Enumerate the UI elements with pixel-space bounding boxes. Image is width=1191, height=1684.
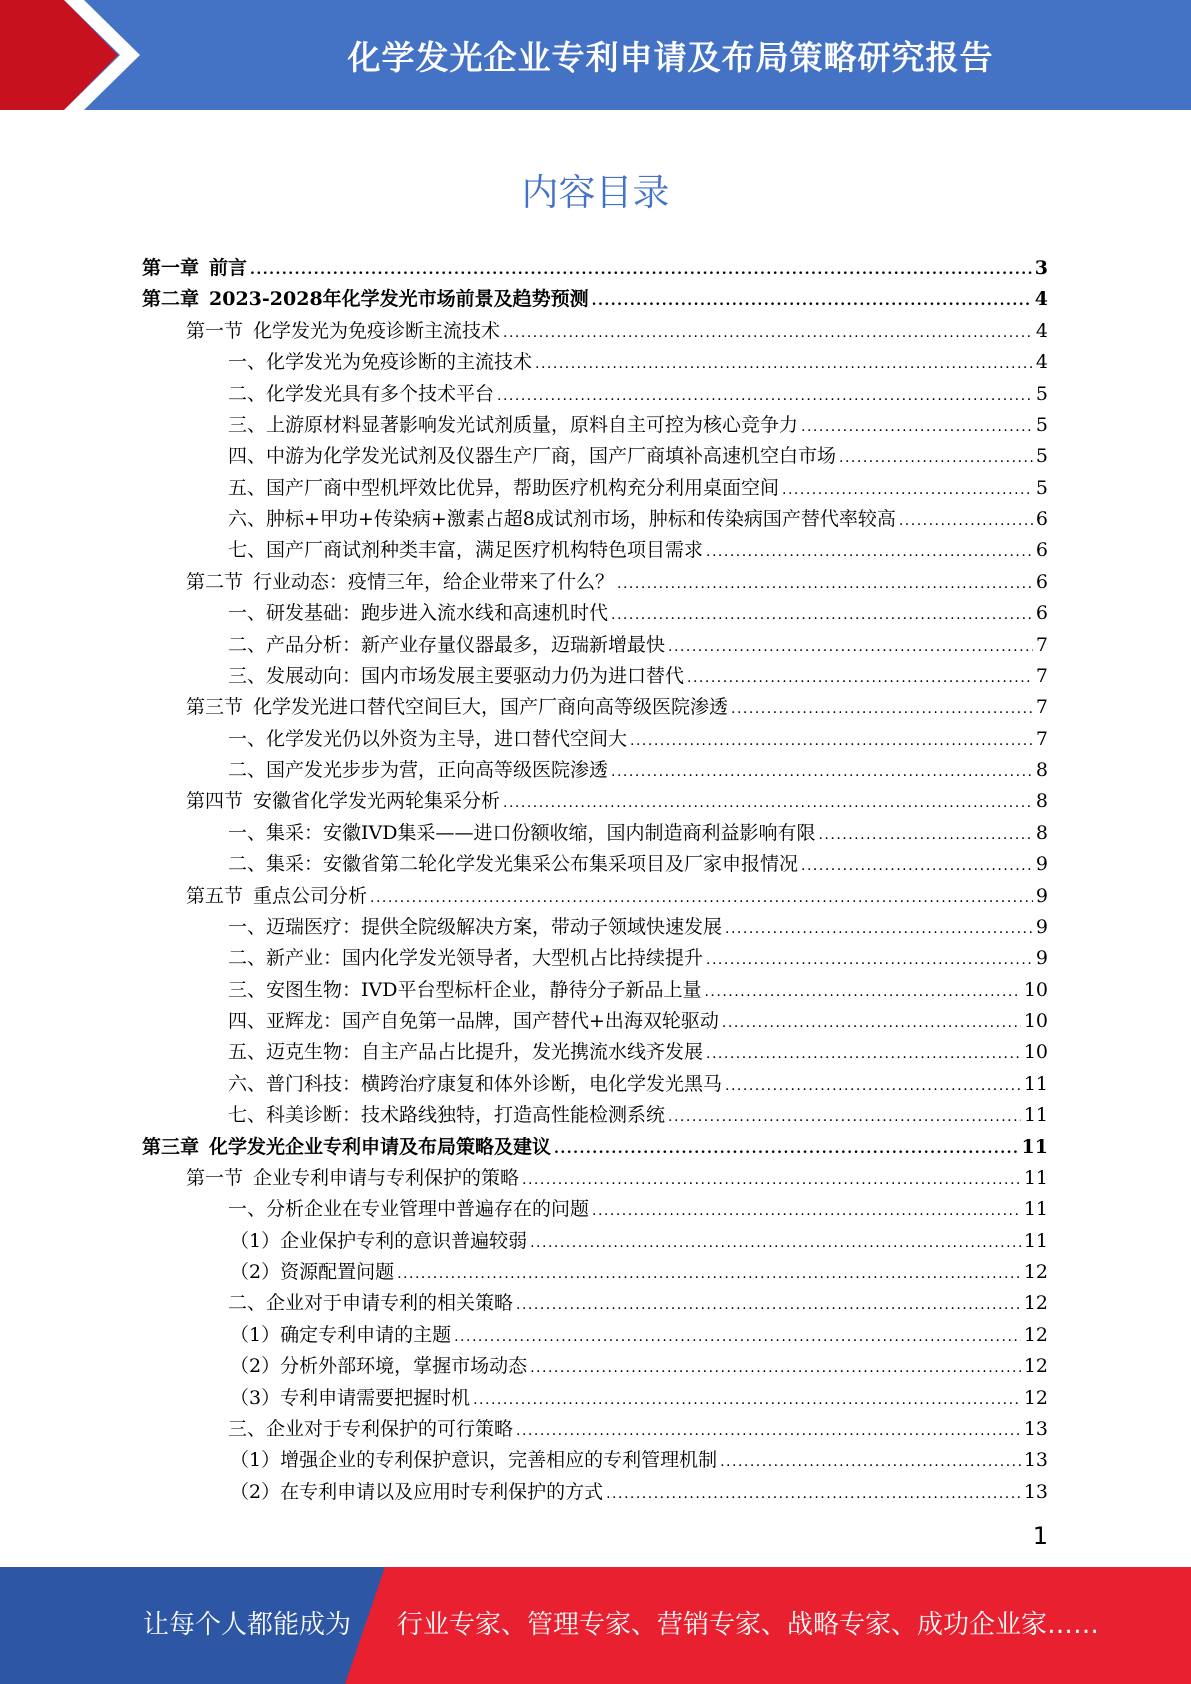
toc-dot-leader: [839, 443, 1033, 474]
toc-entry-page: 11: [1023, 1198, 1048, 1221]
toc-entry[interactable]: [142, 692, 1048, 723]
toc-entry[interactable]: [142, 912, 1048, 943]
toc-entry-page: 8: [1035, 821, 1048, 844]
toc-entry[interactable]: [142, 818, 1048, 849]
toc-entry-page: 13: [1023, 1417, 1048, 1440]
toc-entry-label: [228, 1414, 513, 1445]
toc-entry-text: 四、亚辉龙：国产自免第一品牌，国产替代+出海双轮驱动: [228, 1010, 719, 1032]
toc-entry-text: 三、发展动向：国内市场发展主要驱动力仍为进口替代: [228, 664, 685, 687]
toc-entry-label: [142, 253, 247, 284]
toc-entry[interactable]: [142, 1445, 1048, 1476]
toc-dot-leader: [522, 1165, 1021, 1196]
toc-entry-text: （1）企业保护专利的意识普遍较弱: [230, 1229, 528, 1252]
toc-entry-number: 第五节: [186, 884, 244, 907]
toc-entry[interactable]: [142, 253, 1048, 284]
toc-entry-text: 前言: [209, 257, 248, 279]
toc-entry[interactable]: [142, 849, 1048, 880]
toc-entry-label: [186, 881, 367, 912]
toc-dot-leader: [592, 1196, 1021, 1227]
toc-entry-page: 4: [1035, 319, 1048, 342]
toc-dot-leader: [801, 412, 1033, 443]
toc-entry-label: [228, 975, 701, 1006]
toc-entry[interactable]: [142, 881, 1048, 912]
toc-entry-label: [228, 661, 684, 692]
toc-entry-text: 二、集采：安徽省第二轮化学发光集采公布集采项目及厂家申报情况: [228, 853, 799, 876]
toc-entry-text: 安徽省化学发光两轮集采分析: [253, 790, 501, 813]
toc-entry[interactable]: [142, 567, 1048, 598]
header-banner: [0, 0, 1191, 110]
toc-entry[interactable]: [142, 1288, 1048, 1319]
toc-entry-label: [228, 849, 798, 880]
toc-entry[interactable]: [142, 1132, 1048, 1163]
toc-dot-leader: [687, 663, 1033, 694]
toc-entry-label: [228, 818, 815, 849]
toc-dot-leader: [370, 883, 1033, 914]
toc-entry-text: （3）专利申请需要把握时机: [230, 1386, 471, 1409]
toc-entry-text: 二、新产业：国内化学发光领导者，大型机占比持续提升: [228, 947, 704, 970]
toc-entry-page: 3: [1034, 257, 1048, 279]
toc-entry-text: 四、中游为化学发光试剂及仪器生产厂商，国产厂商填补高速机空白市场: [228, 445, 837, 468]
toc-entry[interactable]: [142, 379, 1048, 410]
toc-entry-text: 化学发光企业专利申请及布局策略及建议: [209, 1135, 552, 1158]
toc-heading: 内容目录: [521, 171, 670, 214]
toc-dot-leader: [497, 381, 1033, 412]
toc-entry-text: （2）分析外部环境，掌握市场动态: [230, 1355, 528, 1378]
toc-entry-label: [230, 1226, 527, 1257]
toc-dot-leader: [611, 600, 1033, 631]
toc-entry-page: 5: [1035, 476, 1048, 499]
toc-entry-label: [228, 630, 665, 661]
toc-entry-page: 7: [1035, 727, 1048, 750]
toc-entry-label: [228, 1006, 719, 1037]
toc-entry-label: [186, 1163, 519, 1194]
toc-entry-page: 6: [1035, 602, 1048, 625]
toc-entry-label: [228, 504, 896, 535]
toc-entry-page: 7: [1035, 696, 1048, 719]
toc-entry-label: [230, 1477, 603, 1508]
toc-dot-leader: [722, 1008, 1021, 1039]
toc-entry-label: [228, 1194, 589, 1225]
toc-entry[interactable]: [142, 1194, 1048, 1225]
toc-dot-leader: [704, 977, 1020, 1008]
toc-entry-label: [228, 1069, 722, 1100]
toc-dot-leader: [725, 1071, 1021, 1102]
toc-entry[interactable]: [142, 1477, 1048, 1508]
toc-entry-page: 5: [1035, 382, 1048, 405]
toc-entry-page: 8: [1035, 790, 1048, 813]
toc-entry[interactable]: [142, 661, 1048, 692]
toc-dot-leader: [725, 914, 1033, 945]
toc-dot-leader: [516, 1416, 1021, 1447]
toc-entry-label: [230, 1257, 394, 1288]
toc-dot-leader: [535, 349, 1033, 380]
toc-dot-leader: [611, 757, 1033, 788]
toc-dot-leader: [554, 1134, 1019, 1165]
toc-entry-number: 第二节: [186, 570, 244, 593]
toc-entry-page: 11: [1023, 1229, 1048, 1252]
toc-entry-page: 4: [1035, 351, 1048, 374]
toc-dot-leader: [668, 1102, 1021, 1133]
toc-entry[interactable]: [142, 1414, 1048, 1445]
toc-entry-page: 9: [1035, 853, 1048, 876]
footer-banner: [0, 1567, 1191, 1684]
toc-entry-page: 12: [1023, 1261, 1048, 1283]
toc-entry-page: 10: [1023, 1041, 1048, 1064]
toc-entry-text: 一、化学发光仍以外资为主导，进口替代空间大: [228, 727, 628, 750]
toc-entry-number: 第三章: [142, 1135, 200, 1158]
toc-entry-text: 五、国产厂商中型机坪效比优异，帮助医疗机构充分利用桌面空间: [228, 476, 780, 499]
toc-entry[interactable]: [142, 630, 1048, 661]
toc-entry-text: 一、集采：安徽IVD集采——进口份额收缩，国内制造商利益影响有限: [228, 821, 816, 844]
toc-dot-leader: [706, 1039, 1021, 1070]
toc-entry-text: 2023-2028年化学发光市场前景及趋势预测: [209, 288, 589, 311]
toc-entry-text: 三、上游原材料显著影响发光试剂质量，原料自主可控为核心竞争力: [228, 413, 799, 436]
toc-dot-leader: [530, 1228, 1021, 1259]
toc-entry[interactable]: [142, 504, 1048, 535]
toc-entry-page: 7: [1035, 664, 1048, 687]
toc-entry-label: [228, 347, 532, 378]
toc-dot-leader: [668, 632, 1033, 663]
toc-entry[interactable]: [142, 1351, 1048, 1382]
toc-entry-number: 第一节: [186, 319, 244, 342]
toc-entry-page: 12: [1023, 1386, 1048, 1409]
toc-entry-page: 9: [1035, 947, 1048, 970]
footer-slogan-left: 让每个人都能成为: [143, 1610, 352, 1640]
toc-list: [142, 253, 1048, 1508]
toc-entry-label: [228, 724, 627, 755]
toc-entry-label: [186, 786, 500, 817]
toc-entry[interactable]: [142, 441, 1048, 472]
toc-entry[interactable]: [142, 1257, 1048, 1288]
toc-dot-leader: [782, 475, 1033, 506]
toc-entry-page: 6: [1035, 508, 1048, 530]
toc-entry[interactable]: [142, 284, 1048, 315]
toc-entry-page: 9: [1035, 915, 1048, 938]
toc-entry[interactable]: [142, 1383, 1048, 1414]
toc-entry-text: 六、普门科技：横跨治疗康复和体外诊断，电化学发光黑马: [228, 1072, 723, 1095]
toc-entry-text: 三、安图生物：IVD平台型标杆企业，静待分子新品上量: [228, 978, 702, 1001]
toc-entry-page: 7: [1035, 633, 1048, 656]
toc-entry-page: 8: [1035, 759, 1048, 781]
toc-entry-page: 11: [1021, 1135, 1048, 1158]
toc-entry[interactable]: [142, 1163, 1048, 1194]
toc-dot-leader: [617, 569, 1033, 600]
toc-entry-page: 10: [1023, 978, 1048, 1001]
toc-entry-number: 第一章: [142, 257, 200, 279]
toc-entry-page: 5: [1035, 413, 1048, 436]
toc-entry-label: [186, 567, 614, 598]
toc-entry-label: [230, 1383, 470, 1414]
toc-entry-text: 一、分析企业在专业管理中普遍存在的问题: [228, 1198, 590, 1221]
toc-dot-leader: [503, 318, 1033, 349]
toc-entry-number: 第三节: [186, 696, 244, 719]
toc-entry[interactable]: [142, 724, 1048, 755]
toc-dot-leader: [250, 255, 1032, 286]
toc-entry-text: 化学发光进口替代空间巨大，国产厂商向高等级医院渗透: [253, 696, 729, 719]
toc-entry-label: [228, 379, 494, 410]
toc-entry-text: 二、化学发光具有多个技术平台: [228, 382, 495, 405]
toc-entry-text: 二、企业对于申请专利的相关策略: [228, 1292, 514, 1315]
toc-entry-label: [228, 943, 703, 974]
toc-entry-text: （1）确定专利申请的主题: [230, 1323, 452, 1346]
toc-dot-leader: [706, 945, 1033, 976]
toc-entry-page: 10: [1023, 1010, 1048, 1032]
toc-entry[interactable]: [142, 1320, 1048, 1351]
toc-entry-number: 第四节: [186, 790, 244, 813]
toc-entry-text: 五、迈克生物：自主产品占比提升，发光携流水线齐发展: [228, 1041, 704, 1064]
toc-entry-label: [228, 912, 722, 943]
toc-entry-label: [186, 692, 728, 723]
toc-entry[interactable]: [142, 1100, 1048, 1131]
toc-entry-text: 七、国产厂商试剂种类丰富，满足医疗机构特色项目需求: [228, 539, 704, 562]
toc-entry-text: 重点公司分析: [253, 884, 368, 907]
toc-dot-leader: [720, 1447, 1021, 1478]
toc-entry-page: 11: [1023, 1072, 1048, 1095]
toc-entry-page: 12: [1023, 1355, 1048, 1378]
page-number: 1: [1032, 1522, 1048, 1550]
toc-dot-leader: [530, 1353, 1021, 1384]
toc-entry-page: 5: [1035, 445, 1048, 468]
toc-entry-label: [228, 1288, 513, 1319]
toc-entry-label: [230, 1351, 527, 1382]
toc-entry-text: （1）增强企业的专利保护意识，完善相应的专利管理机制: [230, 1449, 718, 1472]
toc-entry-page: 4: [1034, 288, 1048, 311]
toc-entry[interactable]: [142, 1006, 1048, 1037]
toc-entry-label: [142, 1132, 551, 1163]
toc-dot-leader: [473, 1385, 1021, 1416]
toc-entry-text: 二、产品分析：新产业存量仪器最多，迈瑞新增最快: [228, 633, 666, 656]
toc-dot-leader: [801, 851, 1033, 882]
toc-dot-leader: [630, 726, 1033, 757]
toc-entry-page: 13: [1023, 1480, 1048, 1503]
toc-dot-leader: [706, 537, 1033, 568]
toc-dot-leader: [818, 820, 1032, 851]
toc-dot-leader: [592, 286, 1032, 317]
toc-entry-page: 6: [1035, 570, 1048, 593]
toc-entry-label: [228, 1100, 665, 1131]
toc-entry-text: 一、化学发光为免疫诊断的主流技术: [228, 351, 533, 374]
toc-entry-label: [142, 284, 589, 315]
toc-entry-label: [228, 755, 608, 786]
toc-entry-label: [228, 410, 798, 441]
toc-entry[interactable]: [142, 943, 1048, 974]
chevron-arrow-icon: [0, 0, 160, 110]
toc-entry[interactable]: [142, 473, 1048, 504]
toc-dot-leader: [899, 506, 1033, 537]
toc-entry-text: 二、国产发光步步为营，正向高等级医院渗透: [228, 759, 609, 781]
toc-entry-text: 化学发光为免疫诊断主流技术: [253, 319, 501, 342]
toc-entry-text: 三、企业对于专利保护的可行策略: [228, 1417, 514, 1440]
toc-entry-page: 11: [1023, 1166, 1048, 1189]
toc-entry-text: 七、科美诊断：技术路线独特，打造高性能检测系统: [228, 1104, 666, 1127]
toc-entry[interactable]: [142, 598, 1048, 629]
toc-entry-text: （2）资源配置问题: [230, 1261, 395, 1283]
toc-entry-page: 12: [1023, 1292, 1048, 1315]
toc-entry-text: 六、肿标+甲功+传染病+激素占超8成试剂市场，肿标和传染病国产替代率较高: [228, 508, 896, 530]
toc-entry-label: [228, 441, 836, 472]
toc-entry[interactable]: [142, 786, 1048, 817]
toc-entry-label: [228, 1037, 703, 1068]
toc-entry-text: 一、迈瑞医疗：提供全院级解决方案，带动子领域快速发展: [228, 915, 723, 938]
toc-entry[interactable]: [142, 316, 1048, 347]
toc-entry[interactable]: [142, 975, 1048, 1006]
toc-dot-leader: [503, 788, 1033, 819]
toc-entry-label: [230, 1320, 451, 1351]
toc-entry[interactable]: [142, 535, 1048, 566]
toc-entry-page: 13: [1023, 1449, 1048, 1472]
toc-entry-label: [228, 473, 779, 504]
toc-entry-page: 6: [1035, 539, 1048, 562]
toc-entry-text: 一、研发基础：跑步进入流水线和高速机时代: [228, 602, 609, 625]
toc-entry-label: [228, 535, 703, 566]
toc-entry[interactable]: [142, 755, 1048, 786]
toc-entry-label: [186, 316, 500, 347]
toc-entry-number: 第二章: [142, 288, 200, 311]
toc-entry-text: 行业动态：疫情三年，给企业带来了什么？: [253, 570, 615, 593]
toc-entry[interactable]: [142, 1226, 1048, 1257]
toc-entry[interactable]: [142, 1037, 1048, 1068]
toc-entry-text: 企业专利申请与专利保护的策略: [253, 1166, 520, 1189]
toc-dot-leader: [397, 1259, 1021, 1290]
toc-entry-text: （2）在专利申请以及应用时专利保护的方式: [230, 1480, 604, 1503]
toc-entry[interactable]: [142, 1069, 1048, 1100]
toc-entry-page: 12: [1023, 1323, 1048, 1346]
footer-slogan-right: 行业专家、管理专家、营销专家、战略专家、成功企业家……: [397, 1610, 1100, 1640]
toc-dot-leader: [606, 1479, 1021, 1510]
toc-dot-leader: [454, 1322, 1021, 1353]
toc-entry[interactable]: [142, 410, 1048, 441]
toc-entry-number: 第一节: [186, 1166, 244, 1189]
toc-dot-leader: [731, 694, 1033, 725]
toc-entry-label: [230, 1445, 717, 1476]
toc-entry-page: 11: [1023, 1104, 1048, 1127]
toc-dot-leader: [516, 1290, 1021, 1321]
report-title: 化学发光企业专利申请及布局策略研究报告: [347, 37, 994, 77]
toc-entry-label: [228, 598, 608, 629]
toc-entry[interactable]: [142, 347, 1048, 378]
toc-entry-page: 9: [1035, 884, 1048, 907]
